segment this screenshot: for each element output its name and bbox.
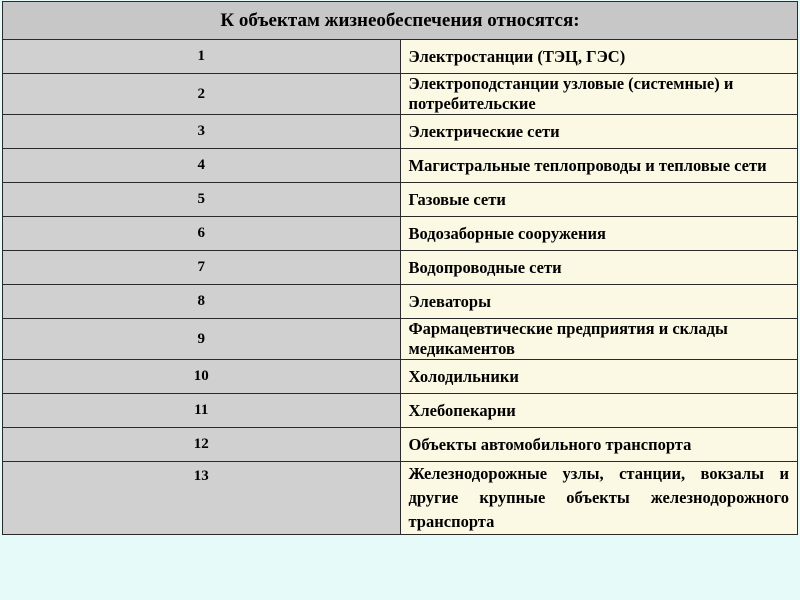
row-number: 7 [3, 251, 401, 285]
table-row [3, 285, 798, 319]
table-row [3, 394, 798, 428]
row-number: 5 [3, 183, 401, 217]
life-support-objects-table [2, 1, 798, 535]
table-row [3, 74, 798, 115]
row-text: Водопроводные сети [400, 251, 798, 285]
row-text: Элеваторы [400, 285, 798, 319]
row-text: Фармацевтические предприятия и склады медикаментов [400, 319, 798, 360]
table-header-row [3, 2, 798, 40]
table-row [3, 217, 798, 251]
row-number: 8 [3, 285, 401, 319]
table-row [3, 251, 798, 285]
table-row [3, 360, 798, 394]
row-number: 9 [3, 319, 401, 360]
row-number: 4 [3, 149, 401, 183]
row-text: Холодильники [400, 360, 798, 394]
row-text: Хлебопекарни [400, 394, 798, 428]
table-row [3, 40, 798, 74]
row-number: 11 [3, 394, 401, 428]
row-number: 6 [3, 217, 401, 251]
table-row [3, 428, 798, 462]
table-row [3, 149, 798, 183]
table-title: К объектам жизнеобеспечения относятся: [3, 2, 798, 40]
row-text: Электроподстанции узловые (системные) и потребительские [400, 74, 798, 115]
row-text: Газовые сети [400, 183, 798, 217]
table-row [3, 183, 798, 217]
row-text: Электростанции (ТЭЦ, ГЭС) [400, 40, 798, 74]
row-text: Объекты автомобильного транспорта [400, 428, 798, 462]
row-text: Водозаборные сооружения [400, 217, 798, 251]
table-row [3, 319, 798, 360]
row-text: Магистральные теплопроводы и тепловые сети [400, 149, 798, 183]
table-row [3, 115, 798, 149]
row-number: 3 [3, 115, 401, 149]
row-text: Электрические сети [400, 115, 798, 149]
row-number: 12 [3, 428, 401, 462]
row-number: 13 [3, 462, 401, 535]
row-number: 10 [3, 360, 401, 394]
life-support-objects-table-container [2, 1, 798, 535]
table-row [3, 462, 798, 535]
row-text: Железнодорожные узлы, станции, вокзалы и другие крупные объекты железнодорожного транспорта [400, 462, 798, 535]
row-number: 2 [3, 74, 401, 115]
row-number: 1 [3, 40, 401, 74]
